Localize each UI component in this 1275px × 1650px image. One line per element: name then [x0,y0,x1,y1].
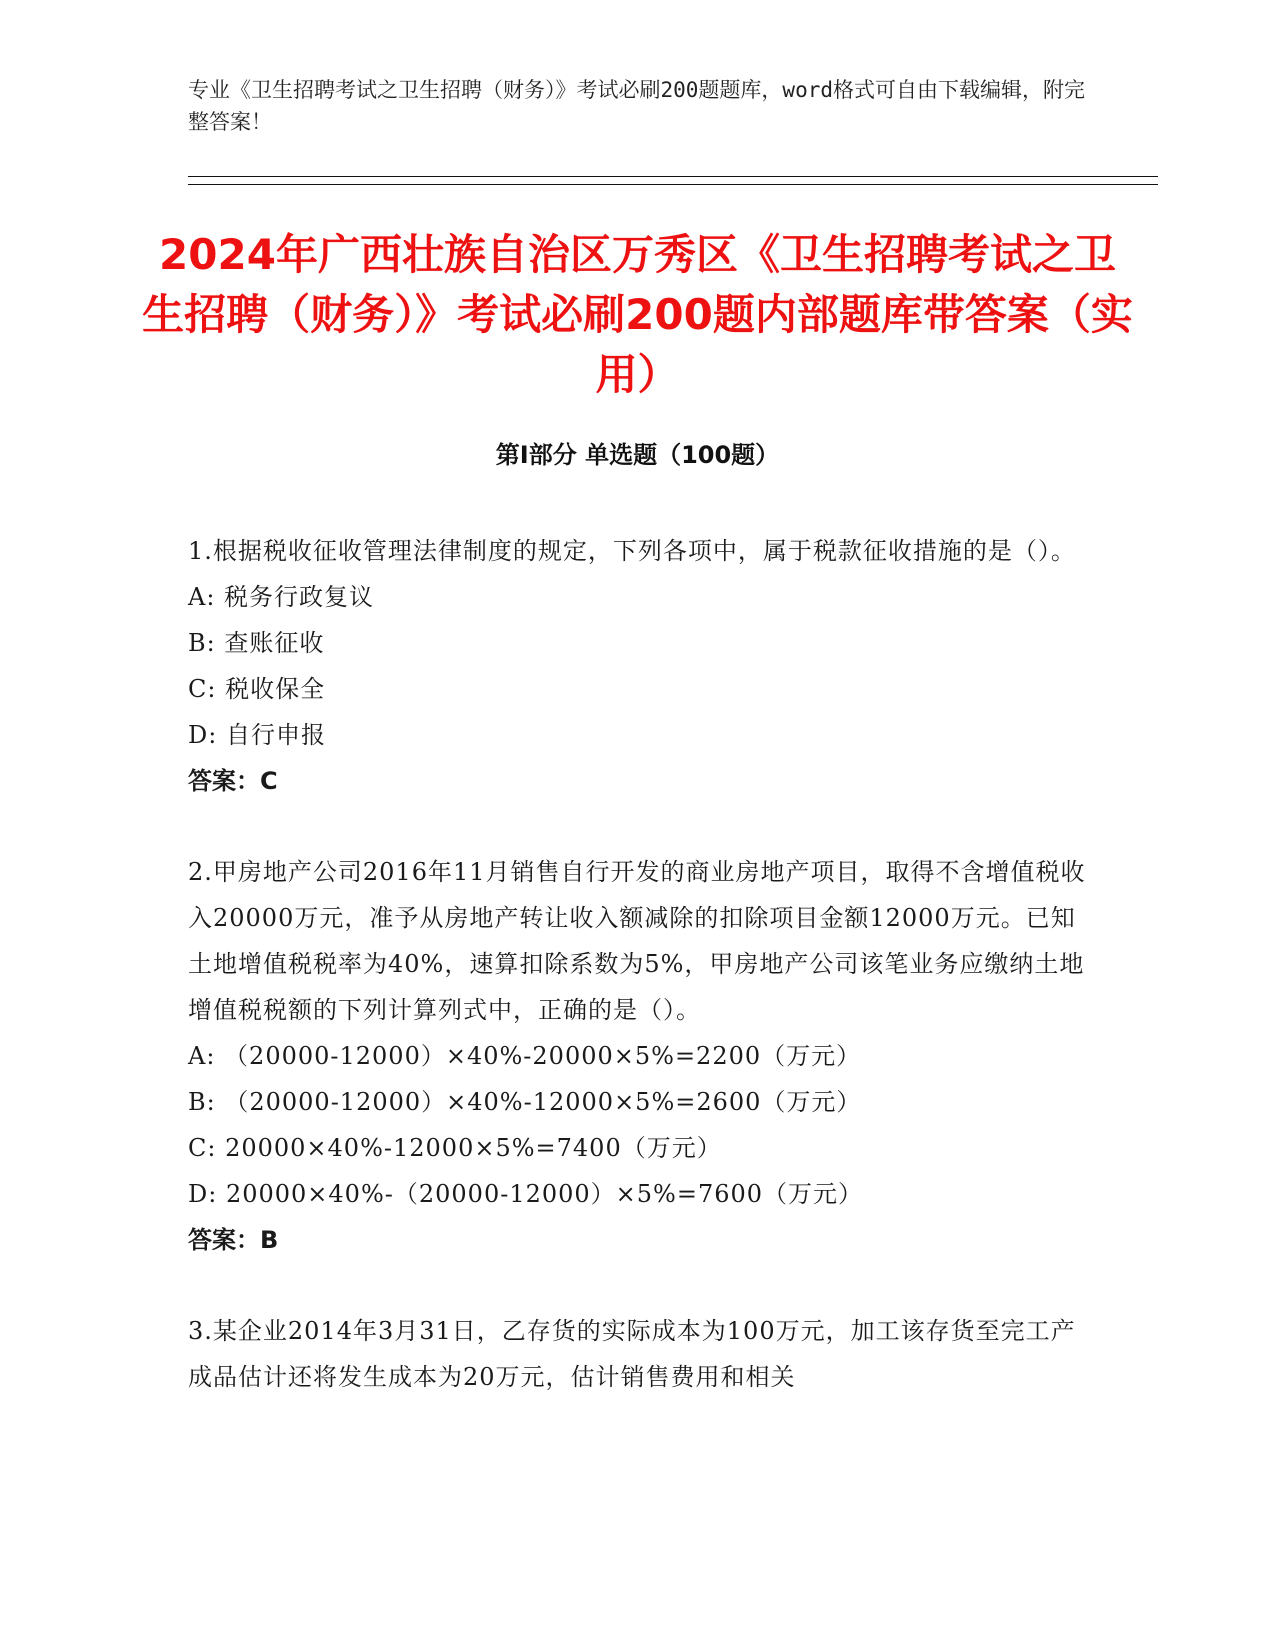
answer-line: 答案：C [188,767,278,795]
option-a: A: 税务行政复议 [188,583,375,611]
divider-line [188,184,1158,185]
option-c: C: 税收保全 [188,675,326,703]
option-b: B: 查账征收 [188,629,325,657]
question-stem: 3.某企业2014年3月31日，乙存货的实际成本为100万元，加工该存货至完工产成品估计还将发生成本为20万元，估计销售费用和相关 [188,1317,1076,1391]
question-item [188,849,1088,1263]
option-d: D: 自行申报 [188,721,326,749]
divider-line [188,176,1158,177]
question-stem: 1.根据税收征收管理法律制度的规定，下列各项中，属于税款征收措施的是（）。 [188,537,1076,565]
option-c: C: 20000×40%-12000×5%=7400（万元） [188,1134,722,1162]
option-b: B: （20000-12000）×40%-12000×5%=2600（万元） [188,1088,862,1116]
question-item [188,1308,1088,1400]
header-note: 专业《卫生招聘考试之卫生招聘（财务）》考试必刷200题题库，word格式可自由下载编辑，附完整答案！ [188,78,1085,134]
document-title: 2024年广西壮族自治区万秀区《卫生招聘考试之卫生招聘（财务）》考试必刷200题内部题库带答案（实用） [142,230,1133,399]
question-item [188,528,1088,804]
question-stem: 2.甲房地产公司2016年11月销售自行开发的商业房地产项目，取得不含增值税收入20000万元，准予从房地产转让收入额减除的扣除项目金额12000万元。已知土地增值税税率为40%，速算扣除系数为5%，甲房地产公司该笔业务应缴纳土地增值税税额的下列计算列式中，正确的是（）。 [188,858,1086,1024]
option-a: A: （20000-12000）×40%-20000×5%=2200（万元） [188,1042,862,1070]
question-list [188,528,1088,1445]
option-d: D: 20000×40%-（20000-12000）×5%=7600（万元） [188,1180,864,1208]
answer-line: 答案：B [188,1226,279,1254]
section-heading: 第I部分 单选题（100题） [495,441,780,469]
